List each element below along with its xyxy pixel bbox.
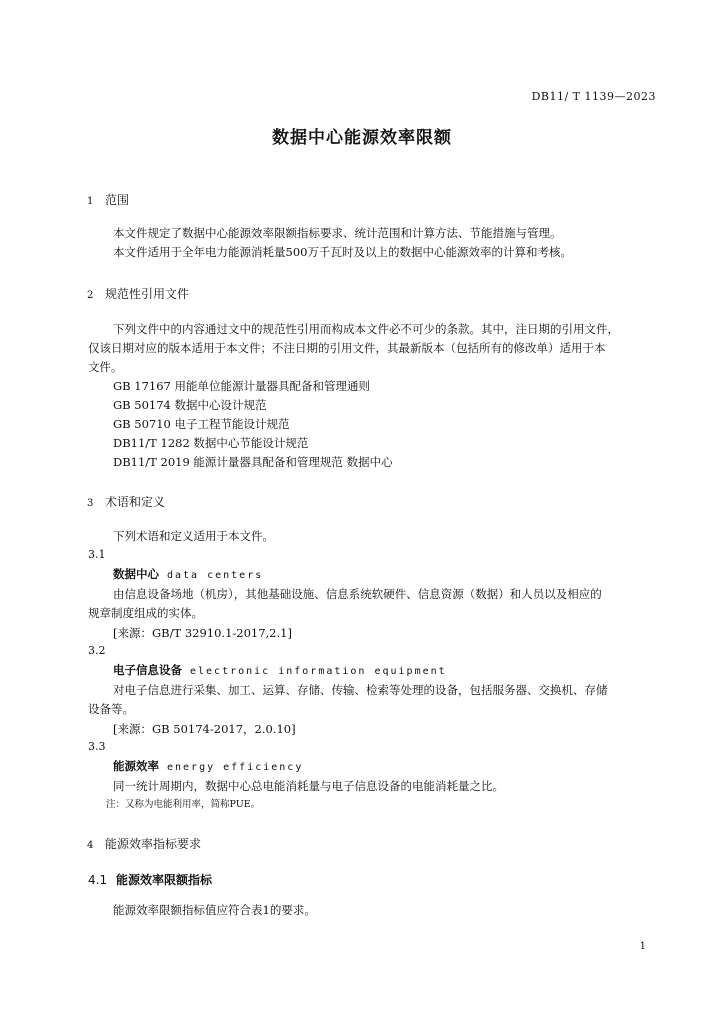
section-title: 规范性引用文件 bbox=[105, 287, 190, 301]
term-heading bbox=[113, 566, 263, 582]
term-english: data centers bbox=[167, 570, 264, 581]
section-title: 术语和定义 bbox=[105, 495, 166, 509]
term-heading bbox=[113, 758, 303, 774]
section-number: 2 bbox=[87, 290, 94, 301]
term-chinese: 数据中心 bbox=[113, 567, 159, 581]
section-title: 能源效率指标要求 bbox=[105, 837, 202, 851]
term-chinese: 能源效率 bbox=[113, 759, 159, 773]
section-3-heading bbox=[87, 493, 165, 510]
term-chinese: 电子信息设备 bbox=[113, 663, 182, 677]
section-number: 4 bbox=[87, 840, 94, 851]
reference-item: GB 50710 电子工程节能设计规范 bbox=[113, 417, 290, 431]
scope-paragraph-1: 本文件规定了数据中心能源效率限额指标要求、统计范围和计算方法、节能措施与管理。 bbox=[113, 226, 562, 240]
references-intro-line-3: 文件。 bbox=[88, 360, 123, 374]
term-definition: 由信息设备场地（机房），其他基础设施、信息系统软硬件、信息资源（数据）和人员以及相应的 bbox=[113, 587, 602, 601]
section-2-heading bbox=[87, 285, 189, 302]
term-source: [来源：GB/T 32910.1-2017,2.1] bbox=[113, 626, 292, 640]
clause-number: 3.2 bbox=[88, 644, 106, 657]
term-definition: 规章制度组成的实体。 bbox=[88, 606, 203, 620]
subsection-number: 4.1 bbox=[88, 873, 108, 887]
section-title: 范围 bbox=[105, 193, 130, 207]
term-english: energy efficiency bbox=[167, 762, 304, 773]
term-source: [来源：GB 50174-2017，2.0.10] bbox=[113, 722, 296, 736]
document-title: 数据中心能源效率限额 bbox=[272, 128, 452, 148]
terms-intro: 下列术语和定义适用于本文件。 bbox=[113, 529, 274, 543]
clause-number: 3.3 bbox=[88, 740, 106, 753]
section-number: 1 bbox=[87, 196, 94, 207]
reference-item: GB 17167 用能单位能源计量器具配备和管理通则 bbox=[113, 379, 371, 393]
term-note: 注：又称为电能利用率，简称PUE。 bbox=[106, 799, 261, 810]
references-intro-line-1: 下列文件中的内容通过文中的规范性引用而构成本文件必不可少的条款。其中，注日期的引用文件， bbox=[113, 322, 619, 336]
term-heading bbox=[113, 662, 447, 678]
reference-item: DB11/T 1282 数据中心节能设计规范 bbox=[113, 436, 309, 450]
references-intro-line-2: 仅该日期对应的版本适用于本文件；不注日期的引用文件，其最新版本（包括所有的修改单）适用于本 bbox=[88, 341, 606, 355]
term-definition: 设备等。 bbox=[88, 702, 134, 716]
term-definition: 对电子信息进行采集、加工、运算、存储、传输、检索等处理的设备，包括服务器、交换机、存储 bbox=[113, 683, 608, 697]
reference-item: GB 50174 数据中心设计规范 bbox=[113, 398, 267, 412]
page-number: 1 bbox=[639, 941, 646, 952]
subsection-4-1-heading bbox=[88, 871, 212, 888]
reference-item: DB11/T 2019 能源计量器具配备和管理规范 数据中心 bbox=[113, 455, 393, 469]
term-english: electronic information equipment bbox=[190, 666, 447, 677]
term-definition: 同一统计周期内，数据中心总电能消耗量与电子信息设备的电能消耗量之比。 bbox=[113, 779, 504, 793]
section-number: 3 bbox=[87, 498, 94, 509]
section-1-heading bbox=[87, 191, 129, 208]
clause-number: 3.1 bbox=[88, 548, 106, 561]
section-4-heading bbox=[87, 835, 201, 852]
scope-paragraph-2: 本文件适用于全年电力能源消耗量500万千瓦时及以上的数据中心能源效率的计算和考核。 bbox=[113, 245, 572, 259]
subsection-title: 能源效率限额指标 bbox=[116, 873, 213, 887]
requirement-paragraph: 能源效率限额指标值应符合表1的要求。 bbox=[113, 903, 316, 917]
standard-code: DB11/ T 1139—2023 bbox=[531, 90, 656, 103]
